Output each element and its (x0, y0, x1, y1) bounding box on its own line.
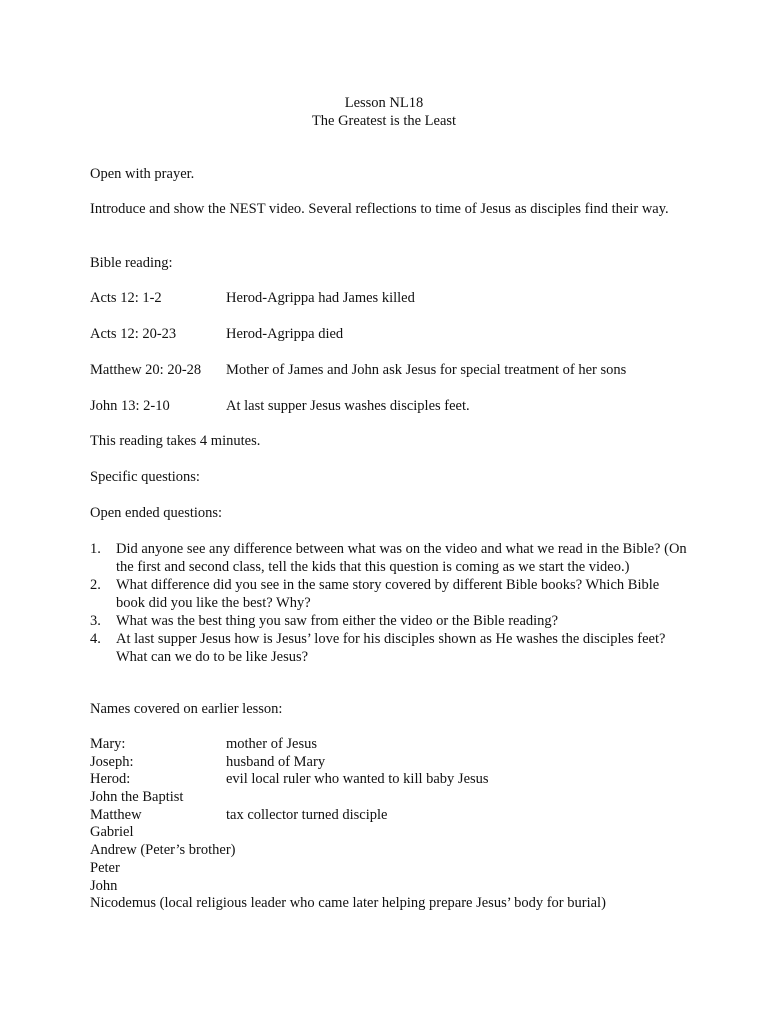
name-desc: evil local ruler who wanted to kill baby Jesus (226, 771, 489, 788)
question-text: What was the best thing you saw from either the video or the Bible reading? (116, 613, 559, 629)
name-term: Peter (90, 859, 120, 876)
name-desc: tax collector turned disciple (226, 806, 388, 823)
questions-list (90, 540, 690, 666)
question-item (90, 576, 690, 612)
name-term: Nicodemus (local religious leader who came later helping prepare Jesus’ body for burial) (90, 895, 606, 912)
names-label: Names covered on earlier lesson: (90, 701, 283, 717)
question-text: At last supper Jesus how is Jesus’ love for his disciples shown as He washes the disciples feet? What can we do to be like Jesus? (116, 631, 666, 665)
reading-ref: Acts 12: 1-2 (90, 290, 162, 306)
name-row (90, 806, 710, 824)
question-item (90, 612, 690, 630)
name-term: Gabriel (90, 824, 134, 841)
reading-desc: Mother of James and John ask Jesus for special treatment of her sons (226, 362, 627, 378)
reading-row (90, 289, 690, 307)
name-row (90, 877, 710, 895)
name-term: Herod: (90, 771, 131, 788)
name-row (90, 788, 710, 806)
question-text: What difference did you see in the same story covered by different Bible books? Which Bible book did you like the best? Why? (116, 577, 660, 611)
name-term: Joseph: (90, 753, 134, 770)
question-number: 1. (90, 541, 101, 557)
reading-ref: John 13: 2-10 (90, 398, 170, 414)
bible-reading-label: Bible reading: (90, 255, 173, 271)
question-item (90, 540, 690, 576)
open-prayer-text: Open with prayer. (90, 166, 195, 182)
name-row (90, 859, 710, 877)
reading-desc: At last supper Jesus washes disciples feet. (226, 398, 470, 414)
question-item (90, 630, 690, 666)
reading-row (90, 397, 690, 415)
name-term: John (90, 877, 118, 894)
lesson-title: The Greatest is the Least (311, 113, 457, 129)
question-number: 4. (90, 631, 101, 647)
name-desc: mother of Jesus (226, 736, 318, 752)
reading-time-text: This reading takes 4 minutes. (90, 433, 261, 449)
reading-row (90, 361, 690, 379)
name-row (90, 841, 710, 859)
reading-ref: Matthew 20: 20-28 (90, 362, 202, 378)
specific-questions-label: Specific questions: (90, 469, 200, 485)
video-intro-text: Introduce and show the NEST video. Several reflections to time of Jesus as disciples find their way. (90, 201, 669, 217)
name-row (90, 735, 710, 753)
question-text: Did anyone see any difference between what was on the video and what we read in the Bible? (On the first and second class, tell the kids that this question is coming as we start the video.) (116, 541, 687, 575)
lesson-number: Lesson NL18 (344, 95, 424, 111)
name-term: Mary: (90, 736, 126, 752)
name-term: Andrew (Peter’s brother) (90, 842, 236, 859)
question-number: 2. (90, 577, 101, 593)
question-number: 3. (90, 613, 101, 629)
name-desc: husband of Mary (226, 753, 326, 770)
names-list (90, 735, 710, 912)
name-term: Matthew (90, 806, 142, 823)
open-questions-label: Open ended questions: (90, 505, 223, 521)
name-row (90, 823, 710, 841)
reading-desc: Herod-Agrippa had James killed (226, 290, 415, 306)
reading-desc: Herod-Agrippa died (226, 326, 344, 342)
name-row (90, 894, 710, 912)
title-block (0, 94, 768, 130)
name-term: John the Baptist (90, 789, 184, 806)
reading-ref: Acts 12: 20-23 (90, 326, 177, 342)
name-row (90, 770, 710, 788)
name-row (90, 753, 710, 771)
reading-row (90, 325, 690, 343)
